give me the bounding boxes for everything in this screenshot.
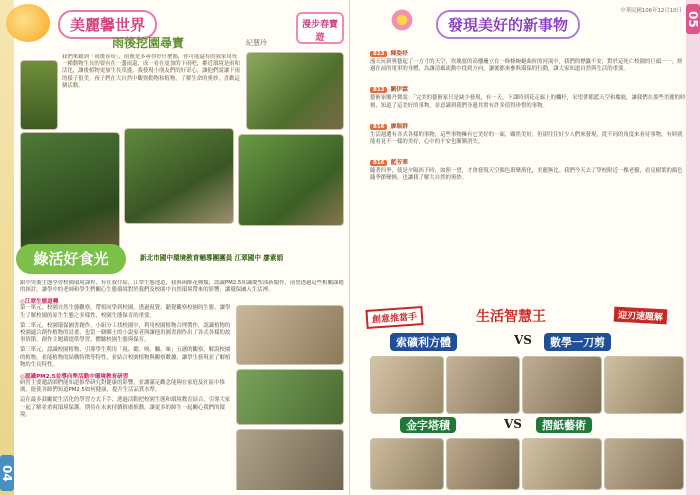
vs1-right: 數學一刀剪 [544,333,611,351]
entry-1-name: 陳姿妤 [390,51,408,57]
article-title: 雨後挖園尋寶 [112,36,185,50]
vs2-right: 摺紙藝術 [536,417,592,433]
banner-row [366,306,686,330]
body-intro: 跟中央後生態學習校園環境課程，有在我介紹，江翠生態池道，我與函師花種類，認識PM2.5知識慶聖油新聞作，前望透過這些相關課題的探討，讓學中的老師和學生們關心生態環境對於我們及校園中自然環境帶來的影響，讓環保融入生活裡。 [20,280,344,294]
vs2-left: 金字塔積 [400,417,456,433]
entry-2-text: 藝術家雕丹舞說：「完美的藝術家只是缺少發現，有一天，下課時到花走廊上的欄杆，采望著都藍天空和麋鹿，讓我們在那些美麗的時刻，知道了這美好的事物，並意識到我們身邊其實有許多值得珍惜的事物。 [370,95,686,109]
highlight-title-2: ◎認識PM2.5並導向準活動中環境教育研習 [20,374,129,381]
entry-4 [370,149,686,182]
vs-row-1 [366,332,686,354]
entry-1-id: 813 [370,51,387,57]
photo-origami-2 [604,438,684,490]
paragraph-1: 第一單元，校園自然生態觀察，帶領同學到校園，透過視覺、聽覺觀察校園的生態，讓學生了解校園的原生生態之多樣性，校園生態保育的重要。 [20,305,231,319]
green-section-byline: 新北市國中環境教育輔導團團員 江翠國中 廖素娟 [140,254,284,262]
photo-origami-1 [522,438,602,490]
photo-garden-1 [20,60,58,130]
paragraph-4: 研習主要邀請師們能知道推準研究對健康的影響，並讓滿足觀念能夠在家庭及社區中推廣，能使各師們知道PM2.5如何健康，提升生活品質水準。 [20,380,225,394]
photo-pyramid-1 [370,438,444,490]
entry-4-name: 藍芳華 [390,160,408,167]
photo-garden-2 [246,52,344,130]
flower-icon [390,8,414,32]
entry-4-text: 隨著四季，使是夕陽西下時，如照一望，才會發現天空顏色萬變萬化，美麗無比。我們今天去了學校附近一棵老樹，看見樹葉的顏色隨季節變換，也讓我了解大自然的奧妙。 [370,168,683,182]
photo-cube-2 [446,356,520,414]
left-side-strip [0,0,14,495]
entry-3-id: 816 [370,124,387,130]
banner-center: 生活智慧王 [476,309,546,325]
author-name: 紀慧玲 [246,39,267,47]
photo-class-1 [236,305,344,365]
green-article-body [20,280,344,490]
right-section-title: 發現美好的新事物 [436,10,580,39]
vs2-label: VS [504,417,522,431]
photo-class-2 [236,369,344,425]
vs1-left: 索礦利方體 [390,333,457,351]
entry-2 [370,76,686,109]
paragraph-2: 第二單元，校園環保圖書創作，小組分工找校園中，利用校園植物合理製作，認識植物的校園適合創作植物的詩畫，也當一個鄉土的小說家者與讓他用圖書創作出了各式各樣的故事情節，創作主題藉提供學習，體驗校園生態與保育。 [20,322,231,344]
entry-3-text: 生活週遭有各式各樣的事物，這些事物擁有它美好的一面，雖然美好，但卻往往好少人們來發現，從不同的角度來看待事物，有時就能看見不一樣的美好，心中的不安也漸漸消失。 [370,131,683,146]
entries-list [370,40,686,300]
entry-2-id: 813 [370,87,387,93]
vs1-label: VS [514,333,532,347]
left-section-title: 美麗馨世界 [58,10,157,39]
entry-3-name: 廖瑞群 [390,123,408,130]
green-section-title: 綠活好食光 [33,250,109,268]
right-page [350,0,700,495]
entry-4-id: 816 [370,160,387,166]
vs-row-2 [366,416,686,436]
entry-1 [370,40,686,73]
right-side-strip [686,0,700,495]
paragraph-3: 第三單元，認識校園植物，引導學生利用「視、聽、嗅、觸、味」五感的觀察，解說校園的植物，並能植物的結構特徵等特性，並結合校園植物與觀察數據，讓學生發現並了解植物的生長特性。 [20,347,231,368]
intro-text: 我們來聽到「雨後春筍」，雨後是多尋得好什麼都，你可能還有的我家用每一種動物生長的要有在一盞雨還，成一看在更加的下雨吧，鄰近環境是雨和活化，讓後植物更加生長茂盛，我發現小朋友們的好奇心，讓他們說讓下雨的樣子很美。孩子們在大自然中觀察動物和植物，了解生命的奧妙，喜歡這個活動。 [62,54,240,89]
photo-garden-4 [124,128,234,224]
right-page-number: 05 [686,4,700,34]
paragraph-5: 這在最多鼓勵從生活化的學習方式下手，透過活動把校園生態和環境教育結合，引導大家一起了解並重視環境保護。期待在未來持續推廣推動，讓更多的師生一起關心我們的環境。 [20,397,231,418]
photo-cube-1 [370,356,444,414]
highlight-title-1: ◎江翠生態道轉 [20,299,59,306]
photo-class-3 [236,429,344,490]
left-page-number: 04 [0,455,14,491]
entry-2-name: 劉伊霖 [390,87,408,94]
green-section-banner [16,244,126,274]
photo-cut-1 [522,356,602,414]
photo-cut-2 [604,356,684,414]
entry-3 [370,113,686,146]
leaf-logo [6,4,50,42]
photo-garden-5 [238,134,344,226]
header-info: 中華民國106年12月10日 [620,8,682,14]
banner-left: 創意推當手 [365,306,423,329]
photo-garden-3 [20,132,120,250]
strip-label: 漫步春寶遊 [296,12,344,44]
banner-right: 迎刃速題解 [614,307,668,325]
entry-1-text: 漫天玩新奧藝起了一方寸的天空，玫瑰慈的高樓矗立在一條條蜿蜒曲折的河流中，我們的標籤不安，對於這死亡校園的巨頭一一。經過在前的電車的身體，為讓清風流動中找到方向，讓後都來參與環保的行動，讓大家知道自然與生活的重要。 [370,59,683,73]
photo-pyramid-2 [446,438,520,490]
